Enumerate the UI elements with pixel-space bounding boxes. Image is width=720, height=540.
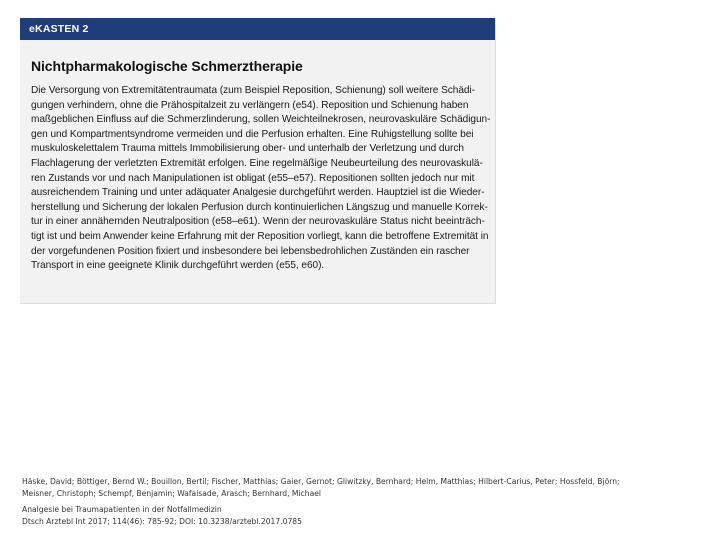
- box-body: [31, 84, 491, 274]
- body-line: muskuloskelettalem Trauma mittels Immobilisierung ober- und unterhalb der Verletzung und durch: [31, 143, 464, 155]
- body-line: maßgeblichen Einfluss auf die Schmerzlinderung, sollen Weichteilnekrosen, neurovaskuläre Schädigun-: [31, 114, 491, 126]
- body-line: gungen verhindern, ohne die Prähospitalzeit zu verlängern (e54). Reposition und Schienung haben: [31, 99, 469, 111]
- info-box: [20, 18, 496, 304]
- citation: [22, 476, 712, 527]
- citation-authors-cont: Meisner, Christoph; Schempf, Benjamin; Wafaisade, Arasch; Bernhard, Michael: [22, 488, 322, 498]
- body-line: Transport in eine geeignete Klinik durchgeführt werden (e55, e60).: [31, 260, 325, 272]
- citation-article-title: Analgesie bei Traumapatienten in der Notfallmedizin: [22, 505, 222, 514]
- body-line: der vorgefundenen Position fixiert und insbesondere bei lebensbedrohlichen Zuständen ein rascher: [31, 245, 470, 257]
- citation-journal-ref: Dtsch Arztebl Int 2017; 114(46): 785-92; DOI: 10.3238/arztebl.2017.0785: [22, 516, 302, 526]
- body-line: tur in einer annähernden Neutralposition (e58–e61). Wenn der neurovaskuläre Status nicht beeinträch-: [31, 216, 485, 228]
- box-title: Nichtpharmakologische Schmerztherapie: [31, 58, 303, 74]
- body-line: tigt ist und beim Anwender keine Erfahrung mit der Reposition vorliegt, kann die betroffene Extremität in: [31, 230, 489, 242]
- body-line: ren Zustands vor und nach Manipulationen ist obligat (e55–e57). Repositionen sollten jedoch nur mit: [31, 172, 475, 184]
- body-line: gen und Kompartmentsyndrome vermeiden und die Perfusion erhalten. Eine Ruhigstellung sollte bei: [31, 128, 474, 140]
- box-label: eKASTEN 2: [20, 18, 495, 40]
- body-line: herstellung und Sicherung der lokalen Perfusion durch kontinuierlichen Längszug und manuelle Korrek-: [31, 201, 488, 213]
- body-line: Flachlagerung der verletzten Extremität erfolgen. Eine regelmäßige Neubeurteilung des neurovaskulä-: [31, 157, 483, 169]
- body-line: ausreichendem Training und unter adäquater Analgesie durchgeführt werden. Hauptziel ist die Wieder-: [31, 187, 485, 199]
- citation-authors: Häske, David; Böttiger, Bernd W.; Bouillon, Bertil; Fischer, Matthias; Gaier, Gernot; Gliwitzky, Bernhard; Helm, Matthias; Hilbert-Carius, Peter; Hossfeld, Björn;: [22, 477, 620, 486]
- body-line: Die Versorgung von Extremitätentraumata (zum Beispiel Reposition, Schienung) soll weitere Schädi-: [31, 85, 475, 96]
